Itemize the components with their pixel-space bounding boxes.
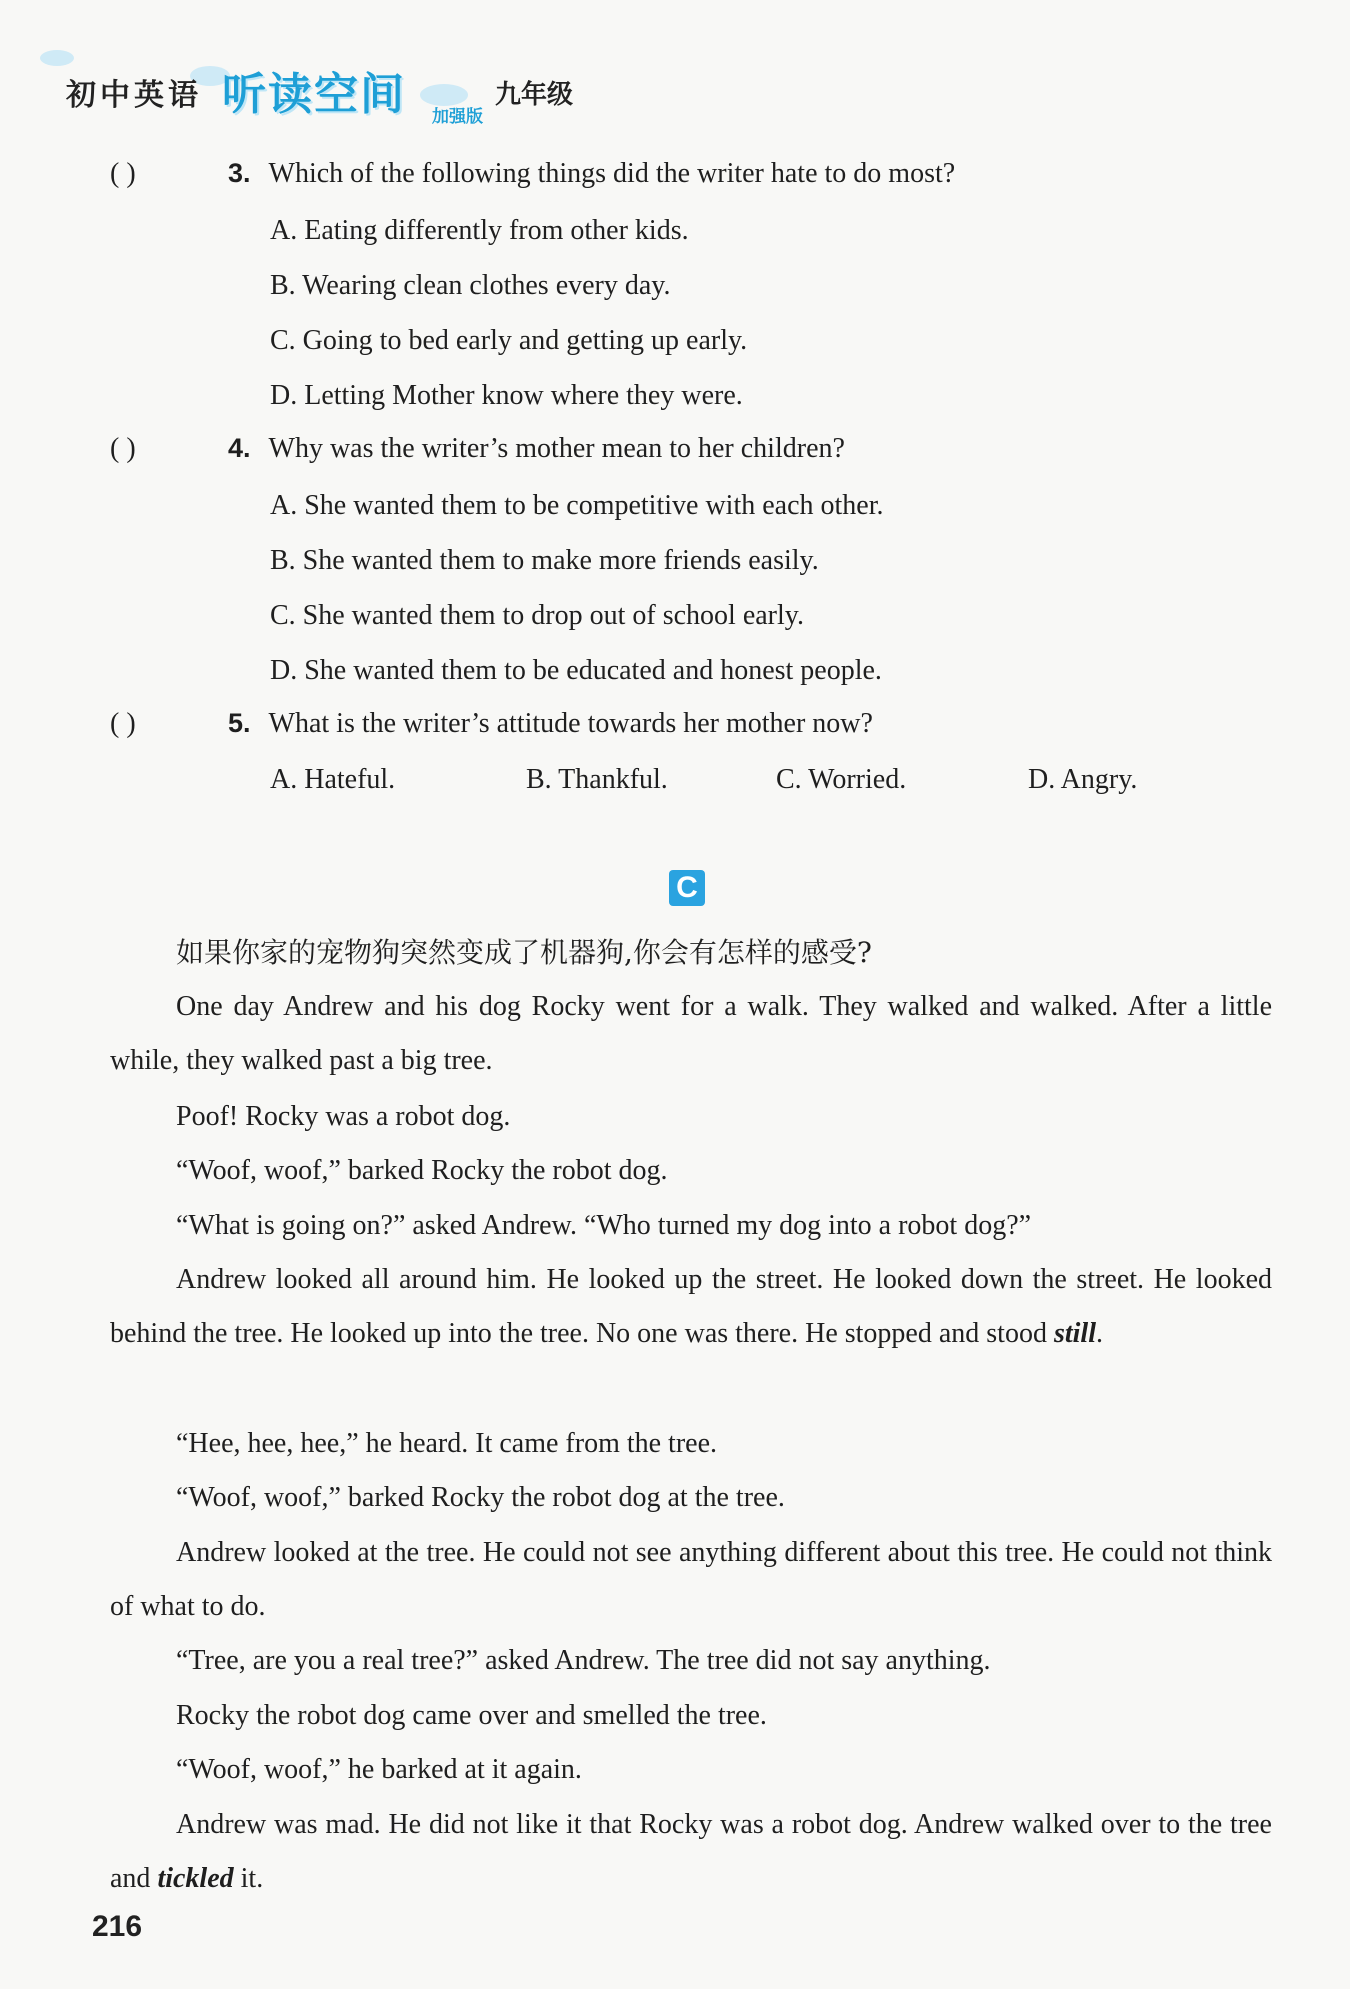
question-3 [110, 160, 955, 188]
story-text: . [1095, 1318, 1103, 1349]
question-text: What is the writer’s attitude towards her mother now? [268, 708, 873, 739]
option-b: B. Wearing clean clothes every day. [270, 270, 671, 301]
question-5 [110, 710, 873, 738]
answer-blank[interactable]: ( ) [110, 433, 136, 464]
question-number: 3. [228, 158, 251, 188]
brand-logo: 听读空间 [222, 69, 406, 120]
option-d: D. Letting Mother know where they were. [270, 380, 743, 411]
option-a: A. Hateful. [270, 764, 396, 795]
section-badge: C [669, 870, 705, 906]
question-text: Which of the following things did the writer hate to do most? [268, 158, 956, 189]
story-paragraph: “Tree, are you a real tree?” asked Andrew. The tree did not say anything. [176, 1645, 991, 1676]
edition-label: 加强版 [432, 107, 483, 127]
page-header [40, 40, 740, 140]
answer-blank[interactable]: ( ) [110, 708, 136, 739]
story-paragraph: “Woof, woof,” he barked at it again. [176, 1754, 582, 1785]
story-paragraph: “Woof, woof,” barked Rocky the robot dog. [176, 1155, 668, 1186]
story-paragraph: “What is going on?” asked Andrew. “Who turned my dog into a robot dog?” [176, 1210, 1032, 1241]
question-number: 4. [228, 433, 251, 463]
emphasized-word-tickled: tickled [157, 1863, 234, 1894]
option-a: A. Eating differently from other kids. [270, 215, 689, 246]
option-d: D. Angry. [1028, 764, 1138, 795]
story-paragraph: Poof! Rocky was a robot dog. [176, 1101, 511, 1132]
option-b: B. Thankful. [526, 764, 668, 795]
grade-label: 九年级 [495, 80, 574, 110]
story-paragraph: Andrew looked at the tree. He could not see anything different about this tree. He could not think of what to do. [110, 1537, 1272, 1622]
series-title: 初中英语 [66, 78, 202, 113]
story-paragraph: Rocky the robot dog came over and smelled the tree. [176, 1700, 767, 1731]
question-number: 5. [228, 708, 251, 738]
story-paragraph: One day Andrew and his dog Rocky went for a walk. They walked and walked. After a little while, they walked past a big tree. [110, 991, 1272, 1076]
option-c: C. She wanted them to drop out of school early. [270, 600, 804, 631]
question-text: Why was the writer’s mother mean to her children? [268, 433, 845, 464]
question-4 [110, 435, 845, 463]
story-text: it. [233, 1863, 264, 1894]
option-b: B. She wanted them to make more friends easily. [270, 545, 819, 576]
story-paragraph: “Woof, woof,” barked Rocky the robot dog at the tree. [176, 1482, 785, 1513]
story-paragraph [110, 1253, 1272, 1361]
story-text: Andrew looked all around him. He looked up the street. He looked down the street. He looked behind the tree. He looked up into the tree. No one was there. He stopped and stood [110, 1264, 1272, 1349]
page-number: 216 [92, 1910, 143, 1943]
story-paragraph: “Hee, hee, hee,” he heard. It came from the tree. [176, 1428, 718, 1459]
option-c: C. Going to bed early and getting up early. [270, 325, 748, 356]
option-c: C. Worried. [776, 764, 907, 795]
emphasized-word-still: still [1053, 1318, 1096, 1349]
cloud-decoration-icon [40, 50, 74, 66]
section-intro: 如果你家的宠物狗突然变成了机器狗,你会有怎样的感受? [176, 936, 872, 969]
story-paragraph [110, 1798, 1272, 1906]
story-text: Andrew was mad. He did not like it that Rocky was a robot dog. Andrew walked over to the tree and [110, 1809, 1272, 1894]
option-a: A. She wanted them to be competitive with each other. [270, 490, 884, 521]
answer-blank[interactable]: ( ) [110, 158, 136, 189]
option-d: D. She wanted them to be educated and honest people. [270, 655, 882, 686]
